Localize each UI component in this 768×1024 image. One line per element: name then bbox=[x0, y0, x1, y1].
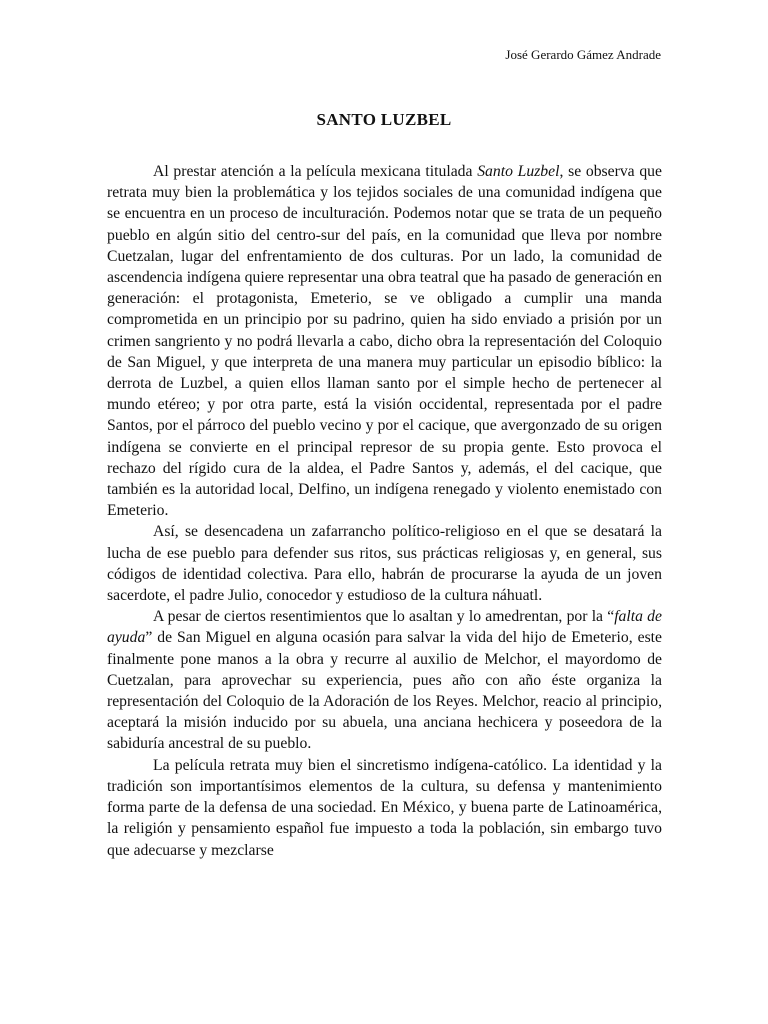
document-body bbox=[107, 161, 662, 861]
paragraph-2: Así, se desencadena un zafarrancho político-religioso en el que se desatará la lucha de ese pueblo para defender sus ritos, sus prácticas religiosas y, en general, sus códigos de identidad colectiva. Para ello, habrán de procurarse la ayuda de un joven sacerdote, el padre Julio, conocedor y estudioso de la cultura náhuatl. bbox=[107, 523, 662, 605]
document-title: SANTO LUZBEL bbox=[316, 110, 452, 129]
paragraph-3 bbox=[107, 606, 662, 754]
paragraph-1-italic-film-title: Santo Luzbel bbox=[477, 163, 560, 180]
paragraph-3-italic-phrase: falta de ayuda bbox=[107, 608, 662, 647]
author-header: José Gerardo Gámez Andrade bbox=[505, 47, 661, 62]
paragraph-3-text-end: ” de San Miguel en alguna ocasión para salvar la vida del hijo de Emeterio, este finalmente pone manos a la obra y recurre al auxilio de Melchor, el mayordomo de Cuetzalan, para aprovechar su experiencia, pues año con año éste organiza la representación del Coloquio de la Adoración de los Reyes. Melchor, reacio al principio, aceptará la misión inducido por su abuela, una anciana hechicera y poseedora de la sabiduría ancestral de su pueblo. bbox=[107, 629, 662, 753]
paragraph-3-text-start: A pesar de ciertos resentimientos que lo asaltan y lo amedrentan, por la “ bbox=[153, 608, 615, 626]
paragraph-1-text-end: , se observa que retrata muy bien la problemática y los tejidos sociales de una comunidad indígena que se encuentra en un proceso de inculturación. Podemos notar que se trata de un pequeño pueblo en algún sitio del centro-sur del país, en la comunidad que lleva por nombre Cuetzalan, lugar del enfrentamiento de dos culturas. Por un lado, la comunidad de ascendencia indígena quiere representar una obra teatral que ha pasado de generación en generación: el protagonista, Emeterio, se ve obligado a cumplir una manda comprometida en un principio por su padrino, quien ha sido enviado a prisión por un crimen sangriento y no podrá llevarla a cabo, dicho obra la representación del Coloquio de San Miguel, y que interpreta de una manera muy particular un episodio bíblico: la derrota de Luzbel, a quien ellos llaman santo por el simple hecho de pertenecer al mundo etéreo; y por otra parte, está la visión occidental, representada por el padre Santos, por el párroco del pueblo vecino y por el cacique, que avergonzado de su origen indígena se convierte en el principal represor de su propia gente. Esto provoca el rechazo del rígido cura de la aldea, el Padre Santos y, además, el del cacique, que también es la autoridad local, Delfino, un indígena renegado y violento enemistado con Emeterio. bbox=[107, 163, 662, 520]
paragraph-4: La película retrata muy bien el sincretismo indígena-católico. La identidad y la tradición son importantísimos elementos de la cultura, su defensa y mantenimiento forma parte de la defensa de una sociedad. En México, y buena parte de Latinoamérica, la religión y pensamiento español fue impuesto a toda la población, sin embargo tuvo que adecuarse y mezclarse bbox=[107, 756, 662, 859]
paragraph-1 bbox=[107, 161, 662, 521]
paragraph-1-text-start: Al prestar atención a la película mexicana titulada bbox=[153, 163, 478, 180]
